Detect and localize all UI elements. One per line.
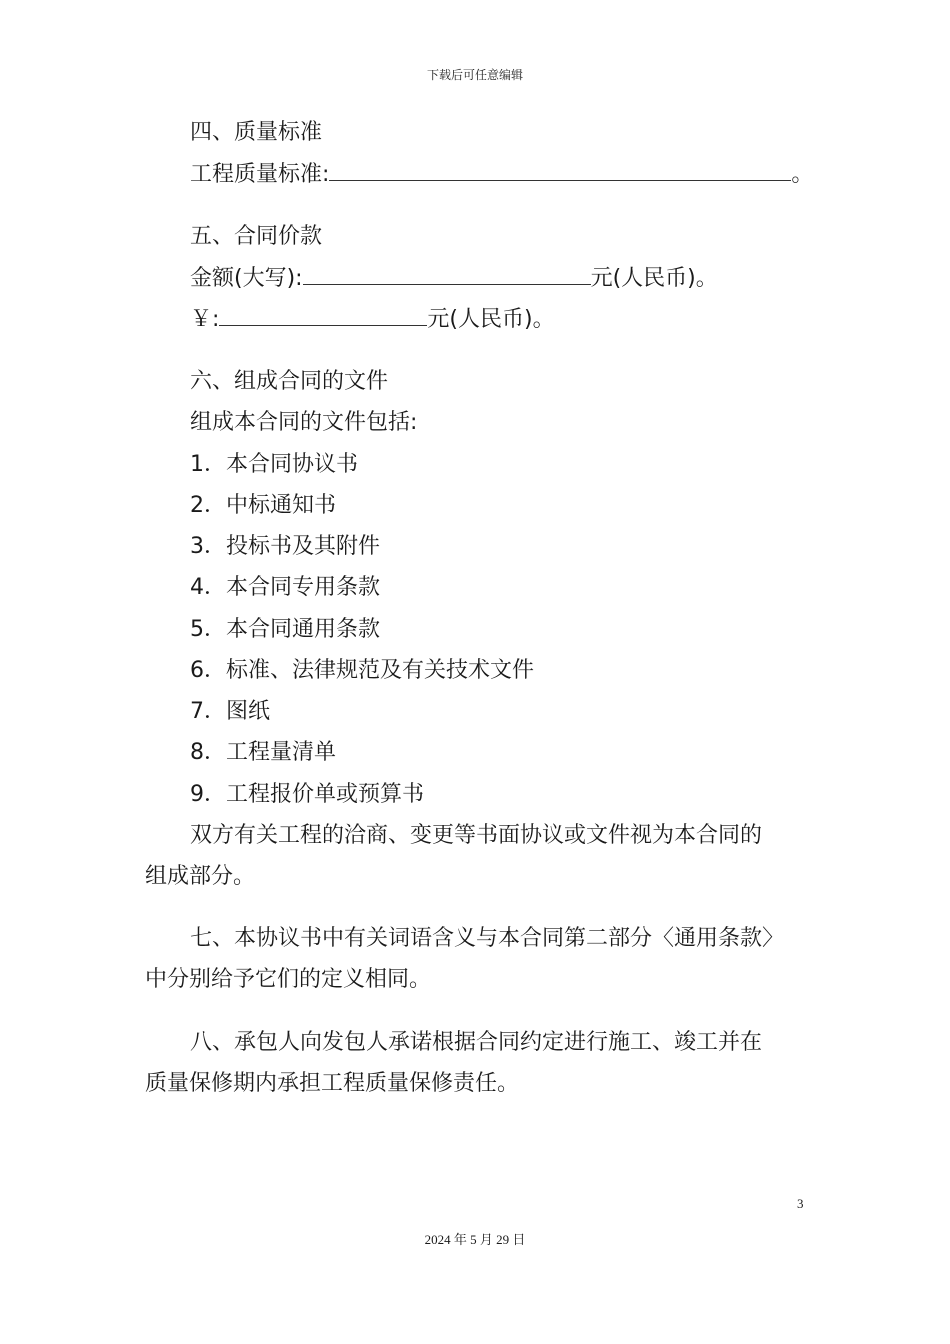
list-item: 7．图纸 [190, 699, 270, 724]
list-item: 3．投标书及其附件 [190, 534, 380, 559]
amount-symbol-label: ￥: [190, 307, 220, 332]
section6-intro: 组成本合同的文件包括: [190, 410, 418, 435]
amount-upper-row [190, 264, 718, 294]
quality-standard-label: 工程质量标准: [190, 162, 330, 187]
list-item: 8．工程量清单 [190, 740, 336, 765]
amount-symbol-suffix: 元(人民币)。 [427, 307, 555, 332]
section8-line1: 八、承包人向发包人承诺根据合同约定进行施工、竣工并在 [190, 1030, 763, 1055]
section6-closing-line1: 双方有关工程的洽商、变更等书面协议或文件视为本合同的 [190, 823, 763, 848]
section6-closing-line2: 组成部分。 [145, 864, 256, 889]
amount-upper-label: 金额(大写): [190, 266, 303, 291]
section5-title: 五、合同价款 [190, 224, 323, 249]
list-item: 2．中标通知书 [190, 493, 336, 518]
quality-standard-blank[interactable] [329, 160, 791, 181]
list-item: 4．本合同专用条款 [190, 575, 380, 600]
section4-title: 四、质量标准 [190, 120, 323, 145]
quality-standard-row [190, 160, 813, 190]
section8-line2: 质量保修期内承担工程质量保修责任。 [145, 1071, 520, 1096]
amount-symbol-row [190, 305, 555, 335]
section7-line2: 中分别给予它们的定义相同。 [145, 967, 432, 992]
list-item: 1．本合同协议书 [190, 452, 358, 477]
footer-date: 2024 年 5 月 29 日 [424, 1232, 526, 1247]
amount-upper-blank[interactable] [303, 264, 591, 285]
section7-line1: 七、本协议书中有关词语含义与本合同第二部分〈通用条款〉 [190, 926, 785, 951]
amount-upper-suffix: 元(人民币)。 [590, 266, 718, 291]
page-header: 下载后可任意编辑 [426, 68, 523, 82]
section6-title: 六、组成合同的文件 [190, 369, 389, 394]
list-item: 5．本合同通用条款 [190, 617, 380, 642]
list-item: 9．工程报价单或预算书 [190, 782, 424, 807]
amount-symbol-blank[interactable] [219, 305, 427, 326]
quality-standard-end: 。 [791, 162, 814, 187]
page-number: 3 [797, 1196, 804, 1211]
list-item: 6．标准、法律规范及有关技术文件 [190, 658, 534, 683]
